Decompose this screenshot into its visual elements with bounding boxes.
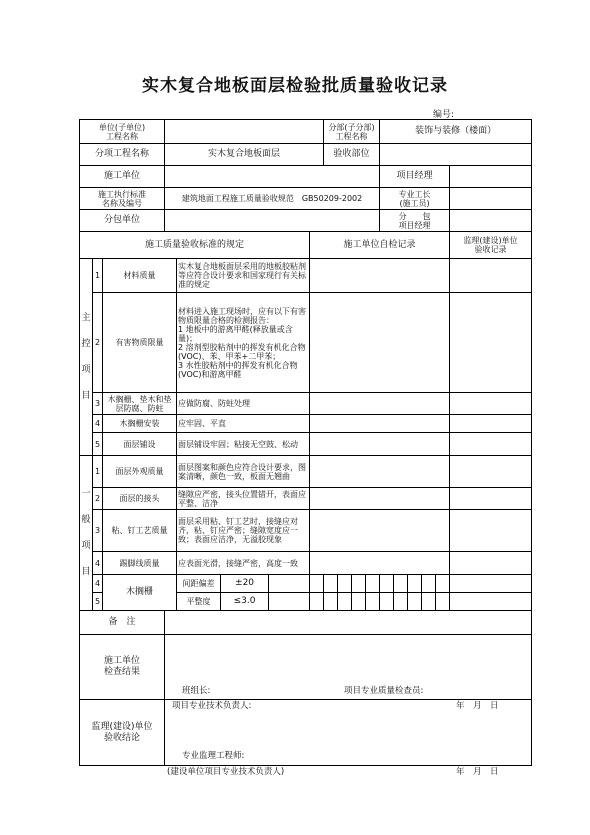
measure-cell[interactable] bbox=[310, 575, 324, 593]
construction-date-label: 年 月 日 bbox=[456, 701, 499, 711]
item-name: 面层的接头 bbox=[103, 488, 177, 510]
item-spec: 实木复合地板面层采用的地板胶粘剂等应符合设计要求和国家现行有关标准的规定 bbox=[177, 259, 310, 293]
item-spec: 应做防腐、防蛀处理 bbox=[177, 393, 310, 415]
measure-cell[interactable] bbox=[310, 593, 324, 611]
item-name: 材料质量 bbox=[103, 259, 177, 293]
unit-project-name-label: 单位(子单位) 工程名称 bbox=[80, 120, 165, 144]
measure-cell[interactable] bbox=[338, 593, 352, 611]
item-name: 木搁栅安装 bbox=[103, 415, 177, 433]
item-name: 粘、钉工艺质量 bbox=[103, 510, 177, 552]
subcontract-manager-label: 分 包 项目经理 bbox=[380, 210, 450, 232]
remarks-label: 备 注 bbox=[80, 611, 165, 635]
subcontract-unit-label: 分包单位 bbox=[80, 210, 165, 232]
subcontract-manager-value[interactable] bbox=[450, 210, 532, 232]
project-manager-label: 项目经理 bbox=[380, 166, 450, 188]
self-check-cell[interactable] bbox=[310, 393, 450, 415]
measure-cell[interactable] bbox=[269, 575, 310, 593]
supervision-date-label: 年 月 日 bbox=[456, 767, 499, 777]
item-spec: 面层图案和颜色应符合设计要求，图案清晰，颜色一致，板面无翘曲 bbox=[177, 456, 310, 488]
self-check-cell[interactable] bbox=[310, 293, 450, 393]
item-number: 3 bbox=[93, 510, 103, 552]
item-number: 3 bbox=[93, 393, 103, 415]
measure-cell[interactable] bbox=[422, 593, 436, 611]
item-name: 面层外观质量 bbox=[103, 456, 177, 488]
item-spec: 面层铺设牢固；粘接无空鼓、松动 bbox=[177, 433, 310, 456]
general-category: 一 般 项 目 bbox=[80, 456, 93, 611]
quality-inspector-label: 项目专业质量检查员: bbox=[344, 686, 424, 696]
foreman-value[interactable] bbox=[450, 188, 532, 210]
inspection-part-label: 验收部位 bbox=[324, 144, 380, 166]
supervision-cell[interactable] bbox=[450, 415, 532, 433]
item-spec: 材料进入施工现场时，应有以下有害物质限量合格的检测报告： 1 地板中的游离甲醛(释放量或含量)； 2 溶剂型胶粘剂中的挥发有机化合物(VOC)、苯、甲苯+二甲苯； 3 水性胶粘剂中的挥发有机化合物(VOC)和游离甲醛 bbox=[177, 293, 310, 393]
supervision-cell[interactable] bbox=[450, 433, 532, 456]
item-number: 4 bbox=[93, 575, 103, 593]
item-name: 有害物质限量 bbox=[103, 293, 177, 393]
supervision-cell[interactable] bbox=[450, 488, 532, 510]
subcontract-unit-value[interactable] bbox=[165, 210, 380, 232]
item-spec: 应表面光滑，接缝严密，高度一致 bbox=[177, 552, 310, 575]
self-check-cell[interactable] bbox=[310, 415, 450, 433]
item-spec: 缝隙应严密，接头位置错开，表面应平整、洁净 bbox=[177, 488, 310, 510]
measure-cell[interactable] bbox=[422, 575, 436, 593]
measure-cell[interactable] bbox=[394, 575, 408, 593]
measure-cell[interactable] bbox=[394, 593, 408, 611]
measure-cell[interactable] bbox=[408, 575, 422, 593]
division-project-name-label: 分部(子分部) 工程名称 bbox=[324, 120, 380, 144]
self-check-cell[interactable] bbox=[310, 456, 450, 488]
measure-cell[interactable] bbox=[338, 575, 352, 593]
measure-cell[interactable] bbox=[436, 593, 450, 611]
item-name: 木搁栅、垫木和垫层防腐、防蛀 bbox=[103, 393, 177, 415]
measure-cell[interactable] bbox=[352, 593, 366, 611]
tech-lead-label: 项目专业技术负责人: bbox=[172, 701, 252, 711]
supervision-engineer-label: 专业监理工程师: bbox=[182, 751, 245, 761]
item-number: 1 bbox=[93, 456, 103, 488]
foreman-label: 专业工长 (施工员) bbox=[380, 188, 450, 210]
item-spec: 面层采用粘、钉工艺时，接缝应对齐，粘、钉应严密；缝隙宽度应一致；表面应洁净，无溢胶现象 bbox=[177, 510, 310, 552]
joist-item: 间距偏差 bbox=[177, 575, 221, 593]
measure-cell[interactable] bbox=[269, 593, 310, 611]
self-check-cell[interactable] bbox=[310, 488, 450, 510]
measure-cell[interactable] bbox=[366, 593, 380, 611]
self-check-cell[interactable] bbox=[310, 259, 450, 293]
joist-tolerance: ≤3.0 bbox=[221, 593, 269, 611]
inspection-record-table bbox=[79, 119, 532, 766]
division-project-name-value[interactable]: 装饰与装修（楼面） bbox=[380, 120, 532, 144]
supervision-cell[interactable] bbox=[450, 456, 532, 488]
supervision-cell[interactable] bbox=[450, 552, 532, 575]
joist-name: 木搁栅 bbox=[103, 575, 177, 611]
construction-unit-label: 施工单位 bbox=[80, 166, 165, 188]
subitem-project-value[interactable]: 实木复合地板面层 bbox=[165, 144, 324, 166]
supervision-cell[interactable] bbox=[450, 575, 532, 593]
measure-cell[interactable] bbox=[436, 575, 450, 593]
measure-cell[interactable] bbox=[380, 575, 394, 593]
construction-result-label: 施工单位 检查结果 bbox=[80, 635, 165, 700]
self-check-cell[interactable] bbox=[310, 552, 450, 575]
supervision-cell[interactable] bbox=[450, 593, 532, 611]
column-self-check-header: 施工单位自检记录 bbox=[310, 232, 450, 259]
main-control-category: 主 控 项 目 bbox=[80, 259, 93, 456]
column-supervision-header: 监理(建设)单位 验收记录 bbox=[450, 232, 532, 259]
record-number-label: 编号: bbox=[433, 110, 455, 120]
standard-value[interactable]: 建筑地面工程施工质量验收规范 GB50209-2002 bbox=[165, 188, 380, 210]
supervision-cell[interactable] bbox=[450, 510, 532, 552]
supervision-result-label: 监理(建设)单位 验收结论 bbox=[80, 700, 165, 766]
joist-item: 平整度 bbox=[177, 593, 221, 611]
item-name: 面层铺设 bbox=[103, 433, 177, 456]
page-title: 实木复合地板面层检验批质量验收记录 bbox=[142, 76, 448, 96]
standard-label: 施工执行标准 名称及编号 bbox=[80, 188, 165, 210]
supervision-cell[interactable] bbox=[450, 393, 532, 415]
self-check-cell[interactable] bbox=[310, 510, 450, 552]
measure-cell[interactable] bbox=[324, 593, 338, 611]
item-number: 5 bbox=[93, 593, 103, 611]
measure-cell[interactable] bbox=[366, 575, 380, 593]
item-spec: 应牢固、平直 bbox=[177, 415, 310, 433]
item-number: 4 bbox=[93, 415, 103, 433]
remarks-value[interactable] bbox=[165, 611, 532, 635]
item-number: 2 bbox=[93, 293, 103, 393]
measure-cell[interactable] bbox=[408, 593, 422, 611]
item-number: 2 bbox=[93, 488, 103, 510]
item-number: 1 bbox=[93, 259, 103, 293]
column-spec-header: 施工质量验收标准的规定 bbox=[80, 232, 310, 259]
item-number: 4 bbox=[93, 552, 103, 575]
measure-cell[interactable] bbox=[380, 593, 394, 611]
subitem-project-label: 分项工程名称 bbox=[80, 144, 165, 166]
inspection-part-value[interactable] bbox=[380, 144, 532, 166]
item-number: 5 bbox=[93, 433, 103, 456]
unit-project-name-value[interactable] bbox=[165, 120, 324, 144]
owner-tech-lead-label: (建设单位项目专业技术负责人) bbox=[167, 767, 285, 777]
joist-tolerance: ±20 bbox=[221, 575, 269, 593]
construction-unit-value[interactable] bbox=[165, 166, 380, 188]
supervision-cell[interactable] bbox=[450, 259, 532, 293]
self-check-cell[interactable] bbox=[310, 433, 450, 456]
measure-cell[interactable] bbox=[324, 575, 338, 593]
measure-cell[interactable] bbox=[352, 575, 366, 593]
item-name: 踢脚线质量 bbox=[103, 552, 177, 575]
team-leader-label: 班组长: bbox=[182, 686, 211, 696]
supervision-cell[interactable] bbox=[450, 293, 532, 393]
project-manager-value[interactable] bbox=[450, 166, 532, 188]
